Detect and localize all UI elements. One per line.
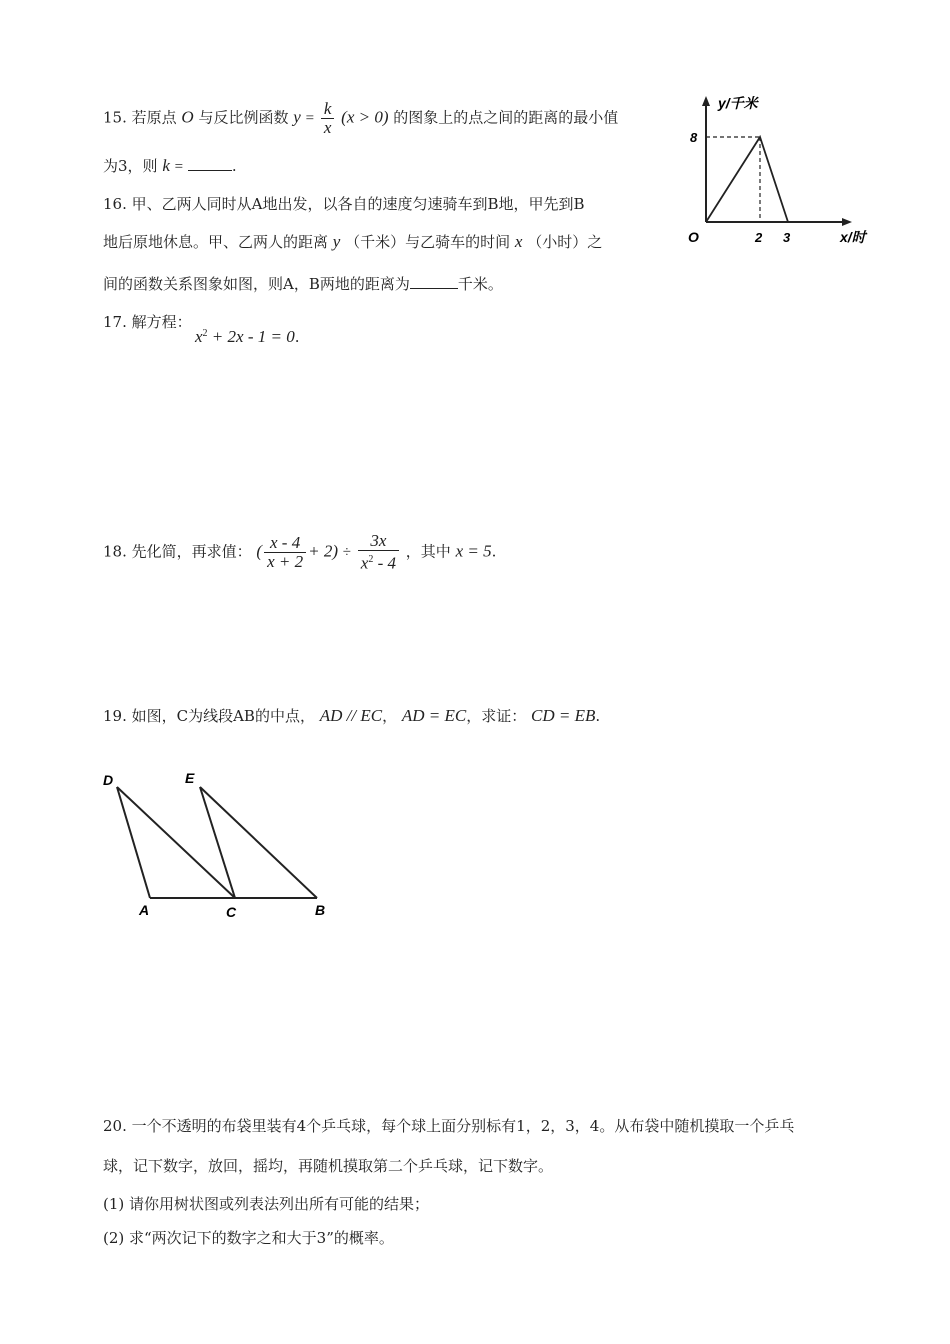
q19-text-prove: ，求证： (466, 707, 527, 725)
q18-condition: x = 5 (455, 541, 492, 561)
graph-y-arrow (702, 96, 710, 106)
q18-frac2-den-rest: - 4 (373, 553, 397, 573)
q20-line1 (103, 1116, 794, 1136)
graph-xlabel: x/时 (840, 229, 866, 245)
q17-equation (195, 324, 299, 347)
q18-plus2: + 2) (308, 541, 338, 561)
q15-answer-blank (188, 156, 232, 171)
graph-function-line (706, 137, 788, 222)
q15-k: k (162, 156, 170, 175)
q17-x: x (195, 327, 203, 346)
q19-parallel: AD // EC (319, 706, 383, 725)
q19-equal: AD = EC (401, 706, 467, 725)
q16-text-line2b: （千米）与乙骑车的时间 (345, 233, 511, 251)
graph-x-arrow (842, 218, 852, 226)
q19-figure (95, 765, 355, 925)
q18-period: . (491, 542, 497, 561)
q19-text: 19. 如图，C为线段AB的中点， (103, 707, 315, 725)
q18-label: 18. 先化简，再求值： (103, 542, 252, 561)
graph-ylabel: y/千米 (718, 95, 758, 111)
graph-xtick-2: 2 (755, 230, 763, 245)
q20-text-line2: 球，记下数字，放回，摇均，再随机摸取第二个乒乓球，记下数字。 (103, 1157, 554, 1175)
q16-graph (680, 88, 880, 248)
q15-text-mid: 与反比例函数 (198, 108, 289, 127)
q16-x: x (514, 232, 523, 251)
q15-eq2: = (174, 159, 184, 175)
q18-frac2-den (358, 551, 399, 573)
q20-line2 (103, 1156, 553, 1176)
graph-ytick-8: 8 (690, 130, 698, 145)
q18-text-where: ，其中 (405, 542, 451, 561)
q18-frac1-num: x - 4 (264, 534, 306, 553)
q15-y: y (293, 107, 301, 127)
q19-period: . (595, 707, 601, 725)
q15-eq: = (305, 110, 315, 127)
q17-period: . (294, 328, 300, 346)
q15-text: 15. 若原点 (103, 108, 177, 127)
q16-line2 (103, 232, 602, 252)
q15-text-suffix: 的图象上的点之间的距离的最小值 (393, 108, 619, 127)
q19-sep: ， (382, 707, 398, 725)
point-D-label: D (103, 772, 114, 788)
q15-condition: (x > 0) (341, 107, 389, 127)
q16-text-line2a: 地后原地休息。甲、乙两人的距离 (103, 233, 329, 251)
q15-period: . (231, 157, 237, 175)
q16-text-line2c: （小时）之 (527, 233, 603, 251)
q17-exponent: 2 (202, 328, 208, 339)
q17-equation-rest: + 2x - 1 = 0 (207, 327, 295, 346)
point-B-label: B (315, 902, 326, 918)
q18-frac1-den: x + 2 (267, 551, 304, 571)
q20-part2 (103, 1228, 394, 1248)
q18-fraction2 (358, 532, 399, 573)
point-C-label: C (226, 904, 237, 920)
q17-label: 17. 解方程： (103, 313, 192, 331)
q18-divide: ÷ (342, 544, 352, 561)
point-E-label: E (185, 770, 195, 786)
q16-text-line3b: 千米。 (457, 275, 503, 293)
q19-line (103, 706, 600, 726)
graph-origin: O (688, 229, 699, 245)
point-A-label: A (139, 902, 150, 918)
q16-y: y (332, 232, 341, 251)
q18-fraction1 (264, 534, 306, 571)
q15-line1 (103, 100, 618, 137)
q20-part1 (103, 1194, 429, 1214)
q20-part1-text: (1) 请你用树状图或列表法列出所有可能的结果； (103, 1195, 430, 1213)
q15-text-line2: 为3，则 (103, 157, 158, 175)
q18-frac2-num: 3x (358, 532, 399, 551)
q16-text-line1: 16. 甲、乙两人同时从A地出发，以各自的速度匀速骑车到B地，甲先到B (103, 195, 585, 213)
q15-line2 (103, 156, 237, 177)
q16-line1 (103, 194, 585, 214)
graph-xtick-3: 3 (783, 230, 791, 245)
q18-frac2-den-x: x (360, 553, 369, 573)
q18-open-paren: ( (256, 541, 263, 561)
q19-goal: CD = EB (531, 706, 596, 725)
q16-text-line3a: 间的函数关系图象如图，则A，B两地的距离为 (103, 275, 410, 293)
q20-part2-text: (2) 求“两次记下的数字之和大于3”的概率。 (103, 1229, 394, 1247)
q17-label-line (103, 312, 192, 332)
q18-line (103, 532, 496, 573)
q18-frac2-den-exp: 2 (368, 554, 374, 565)
q15-origin: O (181, 107, 194, 127)
q15-frac-num: k (321, 100, 335, 119)
q16-line3 (103, 274, 503, 294)
q15-fraction (321, 100, 335, 137)
q15-frac-den: x (323, 118, 332, 137)
q20-text-line1: 20. 一个不透明的布袋里装有4个乒乓球，每个球上面分别标有1，2，3，4。从布袋中随机摸取一个乒乓 (103, 1117, 795, 1135)
q16-answer-blank (410, 274, 458, 289)
